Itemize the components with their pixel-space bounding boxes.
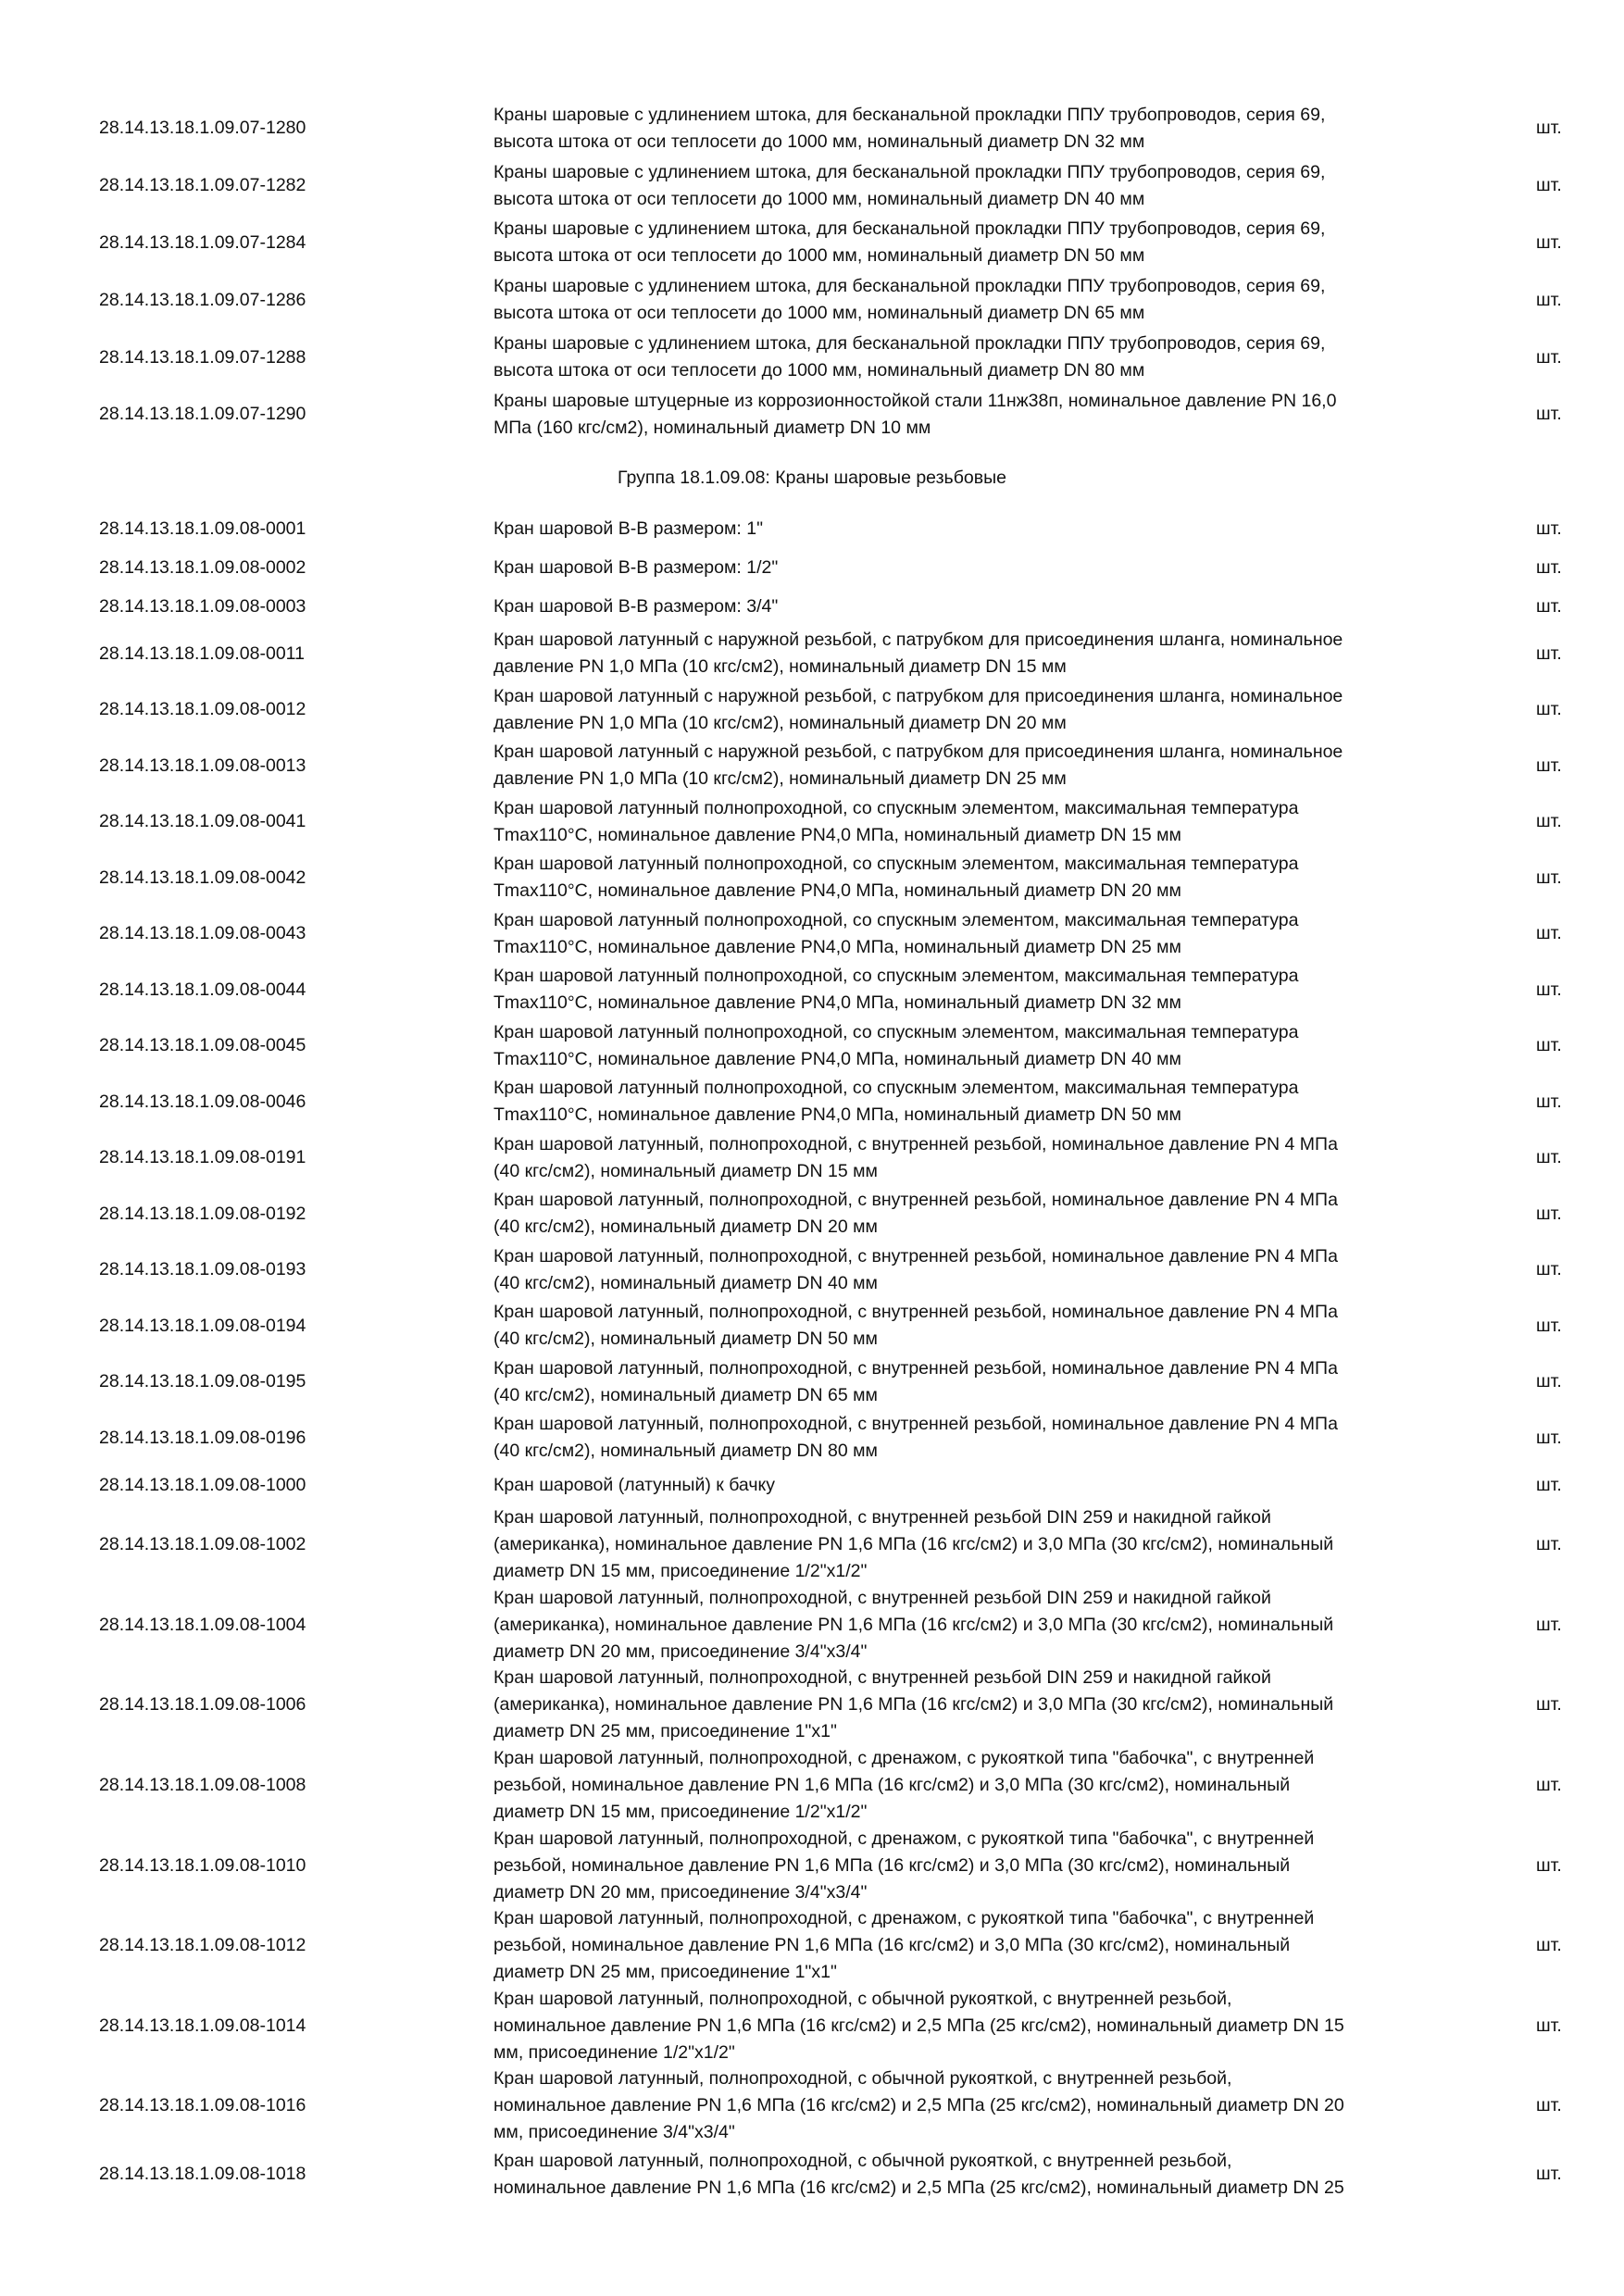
- item-description: [493, 271, 1456, 329]
- item-code: 28.14.13.18.1.09.08-0003: [99, 595, 306, 617]
- table-row: [0, 386, 1624, 443]
- table-row: [0, 271, 1624, 329]
- description-line: мм, присоединение 1/2"x1/2": [493, 2041, 735, 2063]
- item-unit: шт.: [1536, 231, 1562, 253]
- description-line: Кран шаровой латунный, полнопроходной, с внутренней резьбой, номинальное давление PN 4 МПа: [493, 1414, 1338, 1435]
- description-line: Кран шаровой латунный, полнопроходной, с внутренней резьбой, номинальное давление PN 4 МПа: [493, 1357, 1338, 1379]
- item-unit: шт.: [1536, 1427, 1562, 1448]
- item-unit: шт.: [1536, 404, 1562, 425]
- table-row: [0, 329, 1624, 386]
- description-line: диаметр DN 15 мм, присоединение 1/2"x1/2": [493, 1802, 868, 1823]
- item-description: [493, 509, 1456, 548]
- item-code: 28.14.13.18.1.09.08-1002: [99, 1534, 306, 1555]
- description-line: Кран шаровой латунный полнопроходной, со спускным элементом, максимальная температура: [493, 1021, 1299, 1042]
- item-description: [493, 682, 1456, 739]
- description-line: (американка), номинальное давление PN 1,6 МПа (16 кгс/см2) и 3,0 МПа (30 кгс/см2), номинальный: [493, 1534, 1334, 1555]
- item-code: 28.14.13.18.1.09.08-0192: [99, 1203, 306, 1224]
- item-unit: шт.: [1536, 1091, 1562, 1112]
- item-description: [493, 215, 1456, 272]
- description-line: (американка), номинальное давление PN 1,6 МПа (16 кгс/см2) и 3,0 МПа (30 кгс/см2), номинальный: [493, 1614, 1334, 1635]
- description-line: высота штока от оси теплосети до 1000 мм, номинальный диаметр DN 80 мм: [493, 360, 1145, 381]
- description-line: диаметр DN 25 мм, присоединение 1"x1": [493, 1962, 837, 1983]
- description-line: (40 кгс/см2), номинальный диаметр DN 65 мм: [493, 1384, 878, 1405]
- description-line: Кран шаровой латунный, полнопроходной, с внутренней резьбой, номинальное давление PN 4 МПа: [493, 1133, 1338, 1154]
- item-code: 28.14.13.18.1.09.08-0191: [99, 1147, 306, 1168]
- item-unit: шт.: [1536, 2015, 1562, 2036]
- item-description: [493, 626, 1456, 682]
- item-unit: шт.: [1536, 1315, 1562, 1336]
- description-line: номинальное давление PN 1,6 МПа (16 кгс/см2) и 2,5 МПа (25 кгс/см2), номинальный диаметр DN 25: [493, 2177, 1344, 2198]
- table-row: [0, 1410, 1624, 1466]
- description-line: номинальное давление PN 1,6 МПа (16 кгс/см2) и 2,5 МПа (25 кгс/см2), номинальный диаметр DN 20: [493, 2095, 1344, 2116]
- table-row: [0, 626, 1624, 682]
- item-code: 28.14.13.18.1.09.08-0012: [99, 699, 306, 720]
- item-description: [493, 157, 1456, 215]
- item-code: 28.14.13.18.1.09.08-0042: [99, 867, 306, 888]
- description-line: резьбой, номинальное давление PN 1,6 МПа (16 кгс/см2) и 3,0 МПа (30 кгс/см2), номинальный: [493, 1854, 1291, 1876]
- table-row: [0, 906, 1624, 963]
- item-unit: шт.: [1536, 1935, 1562, 1956]
- item-description: [493, 1906, 1456, 1987]
- item-description: [493, 906, 1456, 963]
- item-unit: шт.: [1536, 699, 1562, 720]
- description-line: Кран шаровой В-В размером: 3/4": [493, 595, 779, 617]
- item-code: 28.14.13.18.1.09.08-0043: [99, 923, 306, 944]
- item-unit: шт.: [1536, 923, 1562, 944]
- description-line: Кран шаровой В-В размером: 1/2": [493, 556, 779, 578]
- table-row: [0, 100, 1624, 157]
- description-line: Кран шаровой латунный полнопроходной, со спускным элементом, максимальная температура: [493, 854, 1299, 875]
- item-description: [493, 386, 1456, 443]
- description-line: резьбой, номинальное давление PN 1,6 МПа (16 кгс/см2) и 3,0 МПа (30 кгс/см2), номинальный: [493, 1775, 1291, 1796]
- item-description: [493, 587, 1456, 626]
- description-line: резьбой, номинальное давление PN 1,6 МПа (16 кгс/см2) и 3,0 МПа (30 кгс/см2), номинальный: [493, 1935, 1291, 1956]
- table-row: [0, 1018, 1624, 1075]
- description-line: Tmax110°C, номинальное давление PN4,0 МПа, номинальный диаметр DN 50 мм: [493, 1104, 1181, 1126]
- table-row: [0, 1242, 1624, 1299]
- description-line: (40 кгс/см2), номинальный диаметр DN 15 мм: [493, 1160, 878, 1181]
- table-row: [0, 1466, 1624, 1505]
- item-description: [493, 1074, 1456, 1130]
- description-line: диаметр DN 20 мм, присоединение 3/4"x3/4": [493, 1881, 868, 1903]
- item-description: [493, 1585, 1456, 1666]
- item-code: 28.14.13.18.1.09.07-1286: [99, 289, 306, 310]
- table-row: [0, 1666, 1624, 1746]
- item-code: 28.14.13.18.1.09.08-1008: [99, 1775, 306, 1796]
- description-line: Tmax110°C, номинальное давление PN4,0 МПа, номинальный диаметр DN 15 мм: [493, 824, 1181, 845]
- item-description: [493, 1466, 1456, 1505]
- item-description: [493, 794, 1456, 851]
- item-description: [493, 1505, 1456, 1586]
- item-description: [493, 1354, 1456, 1411]
- item-code: 28.14.13.18.1.09.08-1010: [99, 1854, 306, 1876]
- description-line: Кран шаровой латунный, полнопроходной, с внутренней резьбой DIN 259 и накидной гайкой: [493, 1587, 1271, 1608]
- item-code: 28.14.13.18.1.09.08-0195: [99, 1371, 306, 1392]
- description-line: Кран шаровой латунный полнопроходной, со спускным элементом, максимальная температура: [493, 1078, 1299, 1099]
- description-line: Краны шаровые с удлинением штока, для бесканальной прокладки ППУ трубопроводов, серия 69,: [493, 333, 1326, 355]
- item-code: 28.14.13.18.1.09.08-0193: [99, 1259, 306, 1280]
- description-line: Кран шаровой латунный, полнопроходной, с дренажом, с рукояткой типа "бабочка", с внутренней: [493, 1748, 1315, 1769]
- item-code: 28.14.13.18.1.09.07-1280: [99, 118, 306, 139]
- description-line: высота штока от оси теплосети до 1000 мм, номинальный диаметр DN 32 мм: [493, 131, 1145, 152]
- item-description: [493, 1666, 1456, 1746]
- item-unit: шт.: [1536, 755, 1562, 776]
- item-code: 28.14.13.18.1.09.08-1000: [99, 1475, 306, 1495]
- item-description: [493, 962, 1456, 1018]
- item-code: 28.14.13.18.1.09.08-0013: [99, 755, 306, 776]
- description-line: Кран шаровой латунный, полнопроходной, с обычной рукояткой, с внутренней резьбой,: [493, 2068, 1232, 2090]
- description-line: Кран шаровой латунный с наружной резьбой, с патрубком для присоединения шланга, номинальное: [493, 630, 1343, 651]
- item-unit: шт.: [1536, 518, 1562, 539]
- item-description: [493, 1018, 1456, 1075]
- item-description: [493, 1298, 1456, 1354]
- table-row: [0, 794, 1624, 851]
- description-line: Кран шаровой латунный, полнопроходной, с внутренней резьбой, номинальное давление PN 4 МПа: [493, 1190, 1338, 1211]
- item-code: 28.14.13.18.1.09.08-0196: [99, 1427, 306, 1448]
- item-unit: шт.: [1536, 289, 1562, 310]
- table-row: [0, 509, 1624, 548]
- table-row: [0, 1130, 1624, 1187]
- item-description: [493, 1186, 1456, 1242]
- description-line: номинальное давление PN 1,6 МПа (16 кгс/см2) и 2,5 МПа (25 кгс/см2), номинальный диаметр DN 15: [493, 2015, 1344, 2036]
- item-description: [493, 1986, 1456, 2066]
- item-unit: шт.: [1536, 1775, 1562, 1796]
- description-line: (40 кгс/см2), номинальный диаметр DN 20 мм: [493, 1217, 878, 1238]
- description-line: высота штока от оси теплосети до 1000 мм, номинальный диаметр DN 50 мм: [493, 245, 1145, 267]
- item-code: 28.14.13.18.1.09.08-1012: [99, 1935, 306, 1956]
- description-line: (американка), номинальное давление PN 1,6 МПа (16 кгс/см2) и 3,0 МПа (30 кгс/см2), номинальный: [493, 1694, 1334, 1716]
- item-unit: шт.: [1536, 1259, 1562, 1280]
- description-line: Краны шаровые с удлинением штока, для бесканальной прокладки ППУ трубопроводов, серия 69,: [493, 104, 1326, 125]
- item-unit: шт.: [1536, 1534, 1562, 1555]
- description-line: Tmax110°C, номинальное давление PN4,0 МПа, номинальный диаметр DN 32 мм: [493, 992, 1181, 1014]
- item-unit: шт.: [1536, 346, 1562, 368]
- table-row: [0, 548, 1624, 587]
- item-code: 28.14.13.18.1.09.08-0041: [99, 811, 306, 832]
- item-unit: шт.: [1536, 2164, 1562, 2185]
- item-description: [493, 850, 1456, 906]
- description-line: Tmax110°C, номинальное давление PN4,0 МПа, номинальный диаметр DN 25 мм: [493, 936, 1181, 957]
- item-description: [493, 548, 1456, 587]
- table-row: [0, 962, 1624, 1018]
- item-code: 28.14.13.18.1.09.07-1290: [99, 404, 306, 425]
- table-row: [0, 1186, 1624, 1242]
- item-description: [493, 1130, 1456, 1187]
- description-line: Tmax110°C, номинальное давление PN4,0 МПа, номинальный диаметр DN 40 мм: [493, 1048, 1181, 1069]
- description-line: Кран шаровой В-В размером: 1": [493, 518, 763, 539]
- item-unit: шт.: [1536, 811, 1562, 832]
- table-row: [0, 1986, 1624, 2066]
- item-code: 28.14.13.18.1.09.08-0011: [99, 643, 305, 664]
- table-row: [0, 215, 1624, 272]
- item-unit: шт.: [1536, 175, 1562, 196]
- table-row: [0, 1074, 1624, 1130]
- table-row: [0, 1505, 1624, 1586]
- description-line: Краны шаровые штуцерные из коррозионностойкой стали 11нж38п, номинальное давление PN 16,0: [493, 390, 1337, 411]
- item-unit: шт.: [1536, 1614, 1562, 1635]
- item-code: 28.14.13.18.1.09.08-1004: [99, 1614, 306, 1635]
- description-line: Кран шаровой латунный, полнопроходной, с внутренней резьбой, номинальное давление PN 4 МПа: [493, 1245, 1338, 1267]
- table-row: [0, 1906, 1624, 1987]
- description-line: диаметр DN 20 мм, присоединение 3/4"x3/4": [493, 1641, 868, 1662]
- description-line: Кран шаровой латунный, полнопроходной, с дренажом, с рукояткой типа "бабочка", с внутренней: [493, 1908, 1315, 1929]
- description-line: Кран шаровой латунный полнопроходной, со спускным элементом, максимальная температура: [493, 797, 1299, 818]
- item-code: 28.14.13.18.1.09.08-0044: [99, 979, 306, 1000]
- description-line: мм, присоединение 3/4"x3/4": [493, 2122, 735, 2143]
- item-code: 28.14.13.18.1.09.08-0045: [99, 1035, 306, 1056]
- description-line: Краны шаровые с удлинением штока, для бесканальной прокладки ППУ трубопроводов, серия 69,: [493, 218, 1326, 240]
- item-description: [493, 1745, 1456, 1826]
- item-code: 28.14.13.18.1.09.08-1016: [99, 2095, 306, 2116]
- description-line: Кран шаровой латунный полнопроходной, со спускным элементом, максимальная температура: [493, 966, 1299, 987]
- description-line: Краны шаровые с удлинением штока, для бесканальной прокладки ППУ трубопроводов, серия 69,: [493, 276, 1326, 297]
- table-row: [0, 1745, 1624, 1826]
- table-row: [0, 1354, 1624, 1411]
- table-row: [0, 1585, 1624, 1666]
- item-description: [493, 329, 1456, 386]
- item-description: [493, 1826, 1456, 1906]
- item-unit: шт.: [1536, 1475, 1562, 1495]
- description-line: (40 кгс/см2), номинальный диаметр DN 50 мм: [493, 1329, 878, 1350]
- description-line: Кран шаровой латунный с наружной резьбой, с патрубком для присоединения шланга, номинальное: [493, 742, 1343, 763]
- item-unit: шт.: [1536, 2095, 1562, 2116]
- item-description: [493, 2066, 1456, 2147]
- description-line: давление PN 1,0 МПа (10 кгс/см2), номинальный диаметр DN 20 мм: [493, 712, 1067, 733]
- item-description: [493, 1410, 1456, 1466]
- item-description: [493, 1242, 1456, 1299]
- description-line: Tmax110°C, номинальное давление PN4,0 МПа, номинальный диаметр DN 20 мм: [493, 880, 1181, 902]
- description-line: Кран шаровой латунный, полнопроходной, с внутренней резьбой DIN 259 и накидной гайкой: [493, 1507, 1271, 1529]
- item-unit: шт.: [1536, 1371, 1562, 1392]
- table-row: [0, 1826, 1624, 1906]
- table-row: [0, 157, 1624, 215]
- item-unit: шт.: [1536, 1694, 1562, 1716]
- item-code: 28.14.13.18.1.09.07-1288: [99, 346, 306, 368]
- item-unit: шт.: [1536, 1035, 1562, 1056]
- item-code: 28.14.13.18.1.09.08-0001: [99, 518, 306, 539]
- table-row: [0, 2146, 1624, 2202]
- item-code: 28.14.13.18.1.09.08-1014: [99, 2015, 306, 2036]
- item-code: 28.14.13.18.1.09.08-0194: [99, 1315, 306, 1336]
- item-unit: шт.: [1536, 556, 1562, 578]
- description-line: МПа (160 кгс/см2), номинальный диаметр DN 10 мм: [493, 417, 931, 438]
- item-description: [493, 738, 1456, 794]
- item-code: 28.14.13.18.1.09.08-1018: [99, 2164, 306, 2185]
- item-unit: шт.: [1536, 643, 1562, 664]
- item-code: 28.14.13.18.1.09.07-1282: [99, 175, 306, 196]
- description-line: Кран шаровой латунный, полнопроходной, с внутренней резьбой, номинальное давление PN 4 МПа: [493, 1302, 1338, 1323]
- item-description: [493, 100, 1456, 157]
- description-line: Кран шаровой латунный полнопроходной, со спускным элементом, максимальная температура: [493, 909, 1299, 930]
- description-line: Краны шаровые с удлинением штока, для бесканальной прокладки ППУ трубопроводов, серия 69,: [493, 161, 1326, 182]
- description-line: Кран шаровой латунный, полнопроходной, с внутренней резьбой DIN 259 и накидной гайкой: [493, 1667, 1271, 1689]
- table-row: [0, 1298, 1624, 1354]
- item-unit: шт.: [1536, 1147, 1562, 1168]
- item-description: [493, 2146, 1456, 2202]
- description-line: Кран шаровой (латунный) к бачку: [493, 1475, 776, 1495]
- table-row: [0, 738, 1624, 794]
- description-line: диаметр DN 15 мм, присоединение 1/2"x1/2": [493, 1561, 868, 1582]
- description-line: (40 кгс/см2), номинальный диаметр DN 40 мм: [493, 1272, 878, 1293]
- item-code: 28.14.13.18.1.09.07-1284: [99, 231, 306, 253]
- item-code: 28.14.13.18.1.09.08-0046: [99, 1091, 306, 1112]
- item-code: 28.14.13.18.1.09.08-0002: [99, 556, 306, 578]
- item-unit: шт.: [1536, 979, 1562, 1000]
- item-unit: шт.: [1536, 595, 1562, 617]
- item-unit: шт.: [1536, 1854, 1562, 1876]
- table-row: [0, 2066, 1624, 2147]
- item-code: 28.14.13.18.1.09.08-1006: [99, 1694, 306, 1716]
- item-unit: шт.: [1536, 867, 1562, 888]
- description-line: высота штока от оси теплосети до 1000 мм, номинальный диаметр DN 40 мм: [493, 188, 1145, 209]
- description-line: Кран шаровой латунный, полнопроходной, с обычной рукояткой, с внутренней резьбой,: [493, 1988, 1232, 2009]
- description-line: давление PN 1,0 МПа (10 кгс/см2), номинальный диаметр DN 15 мм: [493, 656, 1067, 678]
- description-line: Кран шаровой латунный, полнопроходной, с дренажом, с рукояткой типа "бабочка", с внутренней: [493, 1828, 1315, 1849]
- table-row: [0, 850, 1624, 906]
- item-unit: шт.: [1536, 1203, 1562, 1224]
- description-line: давление PN 1,0 МПа (10 кгс/см2), номинальный диаметр DN 25 мм: [493, 768, 1067, 790]
- group-heading: Группа 18.1.09.08: Краны шаровые резьбовые: [618, 468, 1006, 488]
- description-line: Кран шаровой латунный, полнопроходной, с обычной рукояткой, с внутренней резьбой,: [493, 2150, 1232, 2171]
- item-unit: шт.: [1536, 118, 1562, 139]
- description-line: (40 кгс/см2), номинальный диаметр DN 80 мм: [493, 1441, 878, 1462]
- description-line: диаметр DN 25 мм, присоединение 1"x1": [493, 1721, 837, 1742]
- description-line: Кран шаровой латунный с наружной резьбой, с патрубком для присоединения шланга, номинальное: [493, 685, 1343, 706]
- table-row: [0, 587, 1624, 626]
- description-line: высота штока от оси теплосети до 1000 мм, номинальный диаметр DN 65 мм: [493, 303, 1145, 324]
- table-row: [0, 682, 1624, 739]
